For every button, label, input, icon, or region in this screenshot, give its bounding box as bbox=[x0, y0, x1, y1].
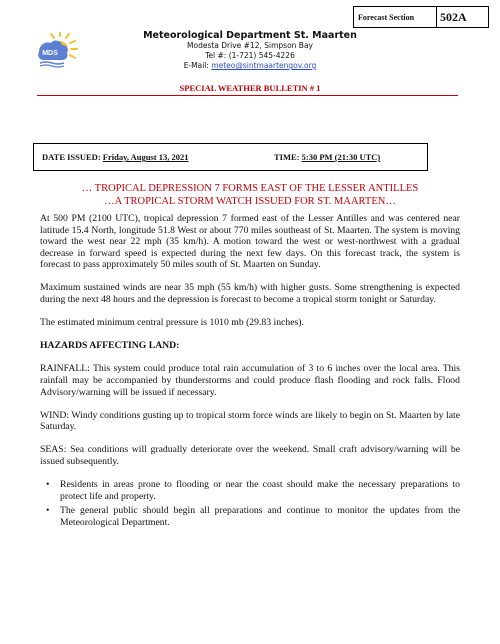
hazards-heading: HAZARDS AFFECTING LAND: bbox=[40, 340, 180, 352]
date-issued bbox=[42, 152, 189, 162]
paragraph-seas: SEAS: Sea conditions will gradually deteriorate over the weekend. Small craft advisory/warning will be issued subsequently. bbox=[40, 444, 460, 467]
organization-phone: Tel #: (1-721) 545-4226 bbox=[205, 51, 295, 60]
logo-text: MDS bbox=[42, 50, 58, 57]
date-label: DATE ISSUED: bbox=[42, 152, 103, 162]
mds-logo-icon bbox=[36, 32, 78, 68]
time-value: 5:30 PM (21:30 UTC) bbox=[301, 152, 381, 162]
headline-line-1: … TROPICAL DEPRESSION 7 FORMS EAST OF THE LESSER ANTILLES bbox=[81, 183, 419, 194]
paragraph-pressure: The estimated minimum central pressure is 1010 mb (29.83 inches). bbox=[40, 317, 304, 329]
organization-header bbox=[100, 30, 400, 71]
bulletin-body bbox=[40, 213, 460, 531]
organization-name: Meteorological Department St. Maarten bbox=[143, 30, 357, 41]
organization-address: Modesta Drive #12, Simpson Bay bbox=[187, 41, 313, 50]
list-item: • The general public should begin all preparations and continue to monitor the updates from the Meteorological Department. bbox=[40, 505, 460, 528]
paragraph-wind: WIND: Windy conditions gusting up to tropical storm force winds are likely to begin on St. Maarten by late Saturday. bbox=[40, 409, 460, 433]
forecast-section-label: Forecast Section bbox=[354, 7, 437, 27]
header-divider bbox=[37, 95, 458, 96]
issued-box bbox=[33, 143, 428, 171]
email-label: E-Mail: bbox=[183, 61, 212, 70]
list-item: • Residents in areas prone to flooding or near the coast should make the necessary preparations to protect life and property. bbox=[40, 479, 460, 502]
time-label: TIME: bbox=[274, 152, 302, 162]
headline-line-2: …A TROPICAL STORM WATCH ISSUED FOR ST. MAARTEN… bbox=[104, 196, 396, 207]
paragraph-position: At 500 PM (2100 UTC), tropical depression 7 formed east of the Lesser Antilles and was centered near latitude 15.4 North, longitude 51.8 West or about 770 miles southeast of St. Maarten. The system is moving toward the west near 22 mph (35 km/h). A motion toward the west or west-northwest with a gradual decrease in forward speed is expected during the next few days. On this forecast track, the system is forecast to pass approximately 50 miles south of St. Maarten on Sunday. bbox=[40, 213, 460, 271]
forecast-section-number: 502A bbox=[440, 9, 467, 24]
bulletin-title: SPECIAL WEATHER BULLETIN # 1 bbox=[179, 83, 321, 93]
date-value: Friday, August 13, 2021 bbox=[102, 152, 189, 162]
headline bbox=[20, 182, 480, 208]
organization-email-line bbox=[100, 61, 400, 71]
paragraph-rainfall: RAINFALL: This system could produce total rain accumulation of 3 to 6 inches over the local area. This rainfall may be accompanied by thunderstorms and could produce flash flooding and rock falls. Flood Advisory/warning will be issued if necessary. bbox=[40, 363, 460, 398]
email-link[interactable]: meteo@sintmaartengov.org bbox=[211, 61, 317, 70]
forecast-section-box bbox=[353, 6, 489, 28]
advice-list bbox=[40, 479, 460, 528]
paragraph-winds: Maximum sustained winds are near 35 mph (55 km/h) with higher gusts. Some strengthening is expected during the next 48 hours and the depression is forecast to become a tropical storm tonight or Saturday. bbox=[40, 282, 460, 306]
time-issued bbox=[274, 152, 380, 162]
